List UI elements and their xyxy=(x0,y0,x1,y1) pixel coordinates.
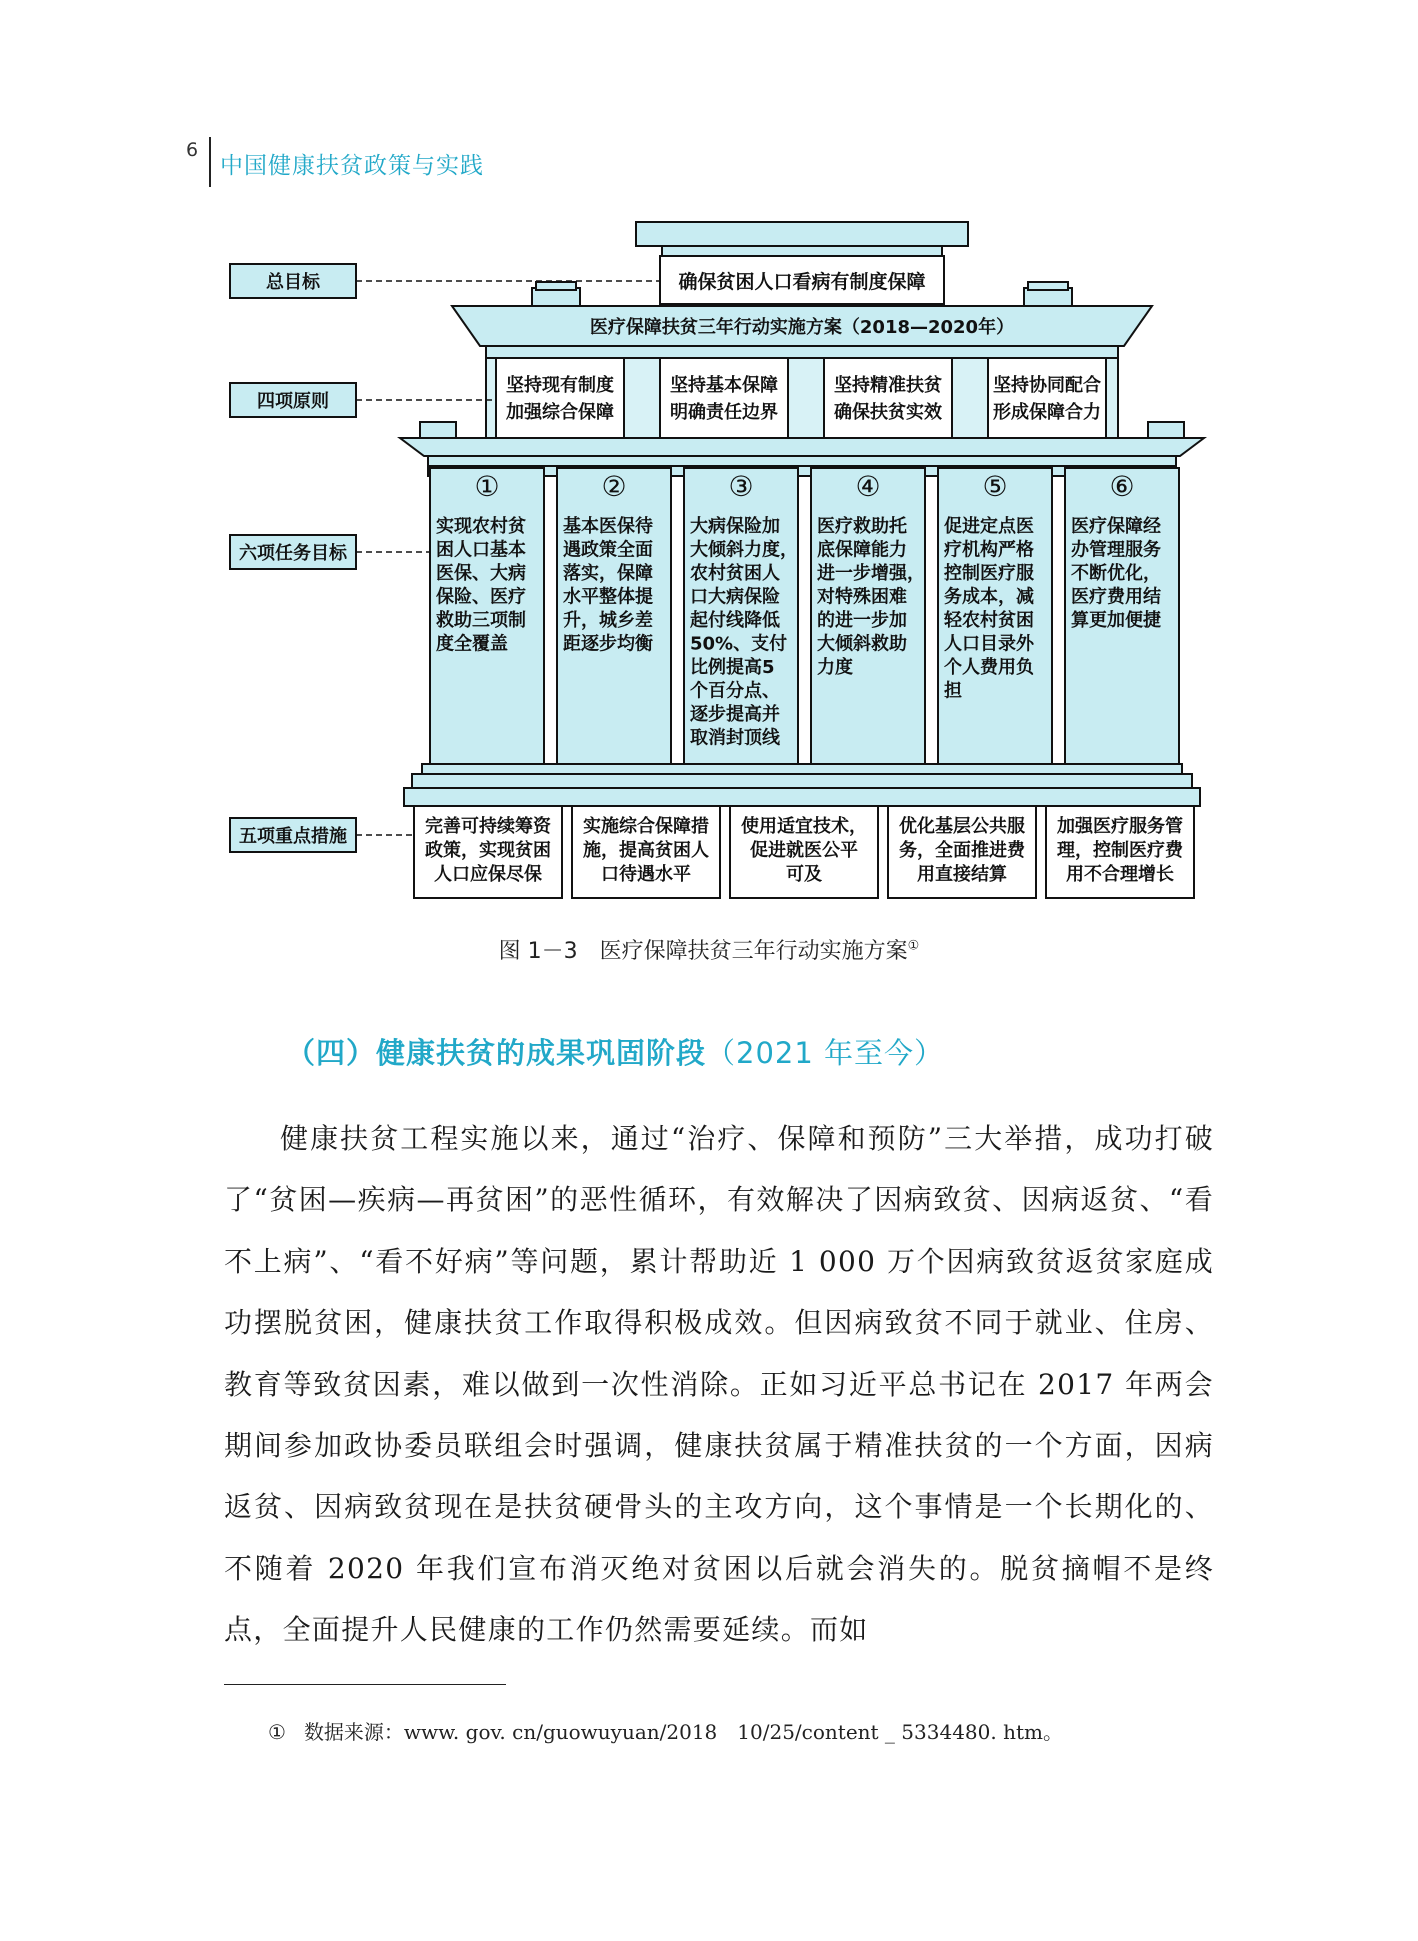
principle-4-line1: 坚持协同配合 xyxy=(993,375,1101,396)
measure-3-line: 促进就医公平 xyxy=(750,840,858,861)
principle-1-line2: 加强综合保障 xyxy=(506,402,614,423)
plan-title: 医疗保障扶贫三年行动实施方案（2018—2020年） xyxy=(589,317,1015,338)
measures-row xyxy=(414,806,1194,898)
label-principles: 四项原则 xyxy=(257,391,329,412)
measure-4-line: 优化基层公共服 xyxy=(899,816,1025,837)
task-5-line: 担 xyxy=(944,680,962,702)
task-5-line: 轻农村贫困 xyxy=(944,610,1034,631)
running-header-title: 中国健康扶贫政策与实践 xyxy=(220,153,484,179)
task-2-line: 距逐步均衡 xyxy=(563,633,653,655)
principle-2-line1: 坚持基本保障 xyxy=(670,375,778,396)
task-3-line: 逐步提高并 xyxy=(690,704,780,725)
task-4-line: 医疗救助托 xyxy=(817,516,907,537)
task-6-line: 算更加便捷 xyxy=(1071,610,1161,631)
task-2-line: 落实，保障 xyxy=(563,563,653,584)
section-title: （四）健康扶贫的成果巩固阶段 xyxy=(286,1036,707,1070)
task-1-line: 救助三项制 xyxy=(436,610,526,631)
principle-2-line2: 明确责任边界 xyxy=(670,402,778,423)
measure-1-line: 政策，实现贫困 xyxy=(425,840,551,861)
task-6-line: 办管理服务 xyxy=(1071,539,1161,561)
task-4-number: ④ xyxy=(855,470,881,503)
task-3-number: ③ xyxy=(728,470,754,503)
section-heading xyxy=(286,1031,944,1072)
page-number: 6 xyxy=(186,139,199,161)
measure-5-line: 理，控制医疗费 xyxy=(1057,840,1183,861)
principle-4 xyxy=(988,358,1106,438)
task-3-line: 比例提高5 xyxy=(690,657,775,678)
footnote-mark: ① xyxy=(268,1720,286,1744)
task-5-line: 务成本，减 xyxy=(944,586,1034,608)
figure-caption xyxy=(0,934,1418,965)
task-2-line: 升，城乡差 xyxy=(563,610,653,631)
measure-2-line: 口待遇水平 xyxy=(601,864,691,885)
principles-row xyxy=(486,358,1118,438)
task-1-line: 困人口基本 xyxy=(436,539,526,561)
task-3-line: 取消封顶线 xyxy=(690,727,780,749)
task-1-line: 实现农村贫 xyxy=(436,516,526,537)
measure-texts xyxy=(425,815,1184,885)
measure-4-line: 务，全面推进费 xyxy=(899,840,1025,861)
task-3-line: 起付线降低 xyxy=(690,610,780,631)
figure-caption-text: 图 1－3 医疗保障扶贫三年行动实施方案 xyxy=(498,939,908,964)
pillars-row xyxy=(404,466,1200,806)
measure-3-line: 使用适宜技术， xyxy=(741,816,867,837)
task-3-line: 大倾斜力度， xyxy=(690,539,798,561)
measure-1-line: 完善可持续筹资 xyxy=(425,816,551,837)
measure-2-line: 实施综合保障措 xyxy=(583,816,709,837)
task-3-line: 50%、支付 xyxy=(690,633,788,655)
principle-1-line1: 坚持现有制度 xyxy=(506,375,614,396)
task-4-line: 进一步增强， xyxy=(817,563,925,584)
task-5-line: 促进定点医 xyxy=(944,516,1034,537)
task-5-line: 控制医疗服 xyxy=(944,563,1034,584)
task-2-number: ② xyxy=(601,470,627,503)
task-4-line: 力度 xyxy=(817,657,853,678)
task-2-line: 遇政策全面 xyxy=(563,539,653,561)
plan-roof xyxy=(452,306,1152,358)
task-6-line: 医疗费用结 xyxy=(1071,586,1161,608)
footnote-divider xyxy=(224,1684,506,1685)
figure-caption-note-mark: ① xyxy=(907,938,920,954)
task-4-line: 对特殊困难 xyxy=(817,586,907,608)
label-tasks: 六项任务目标 xyxy=(239,543,347,564)
task-3-line: 大病保险加 xyxy=(690,516,780,537)
principle-1 xyxy=(496,358,624,438)
task-4-line: 底保障能力 xyxy=(817,539,907,561)
task-3-line: 个百分点、 xyxy=(690,680,780,702)
task-3-line: 农村贫困人 xyxy=(690,563,780,584)
principle-3-line2: 确保扶贫实效 xyxy=(834,402,942,423)
measure-5-line: 用不合理增长 xyxy=(1066,864,1174,885)
task-5-line: 人口目录外 xyxy=(944,633,1034,655)
task-5-number: ⑤ xyxy=(982,470,1008,503)
task-1-line: 度全覆盖 xyxy=(436,633,508,655)
task-3-line: 口大病保险 xyxy=(690,586,780,608)
measure-1-line: 人口应保尽保 xyxy=(434,864,542,885)
policy-structure-diagram xyxy=(0,0,1418,920)
goal-text: 确保贫困人口看病有制度保障 xyxy=(678,271,926,293)
task-1-line: 保险、医疗 xyxy=(436,586,526,608)
principle-4-line2: 形成保障合力 xyxy=(993,402,1101,423)
task-6-number: ⑥ xyxy=(1109,470,1135,503)
task-1-line: 医保、大病 xyxy=(436,563,526,584)
body-paragraph: 健康扶贫工程实施以来，通过“治疗、保障和预防”三大举措，成功打破了“贫困—疾病—再贫困”的恶性循环，有效解决了因病致贫、因病返贫、“看不上病”、“看不好病”等问题，累计帮助近 1 000 万个因病致贫返贫家庭成功摆脱贫困，健康扶贫工作取得积极成效。但因病致贫不同于就业、住房、教育等致贫因素，难以做到一次性消除。正如习近平总书记在 2017 年两会期间参加政协委员联组会时强调，健康扶贫属于精准扶贫的一个方面，因病返贫、因病致贫现在是扶贫硬骨头的主攻方向，这个事情是一个长期化的、不随着 2020 年我们宣布消灭绝对贫困以后就会消失的。脱贫摘帽不是终点，全面提升人民健康的工作仍然需要延续。而如 xyxy=(224,1122,1214,1647)
measure-2-line: 施，提高贫困人 xyxy=(583,840,709,861)
task-6-line: 不断优化， xyxy=(1071,563,1161,584)
footnote xyxy=(268,1716,1063,1745)
footnote-text: 数据来源：www. gov. cn/guowuyuan/2018 10/25/content _ 5334480. htm。 xyxy=(303,1720,1063,1744)
principle-3 xyxy=(824,358,952,438)
measure-4-line: 用直接结算 xyxy=(917,864,1007,885)
principle-2 xyxy=(660,358,788,438)
measure-5-line: 加强医疗服务管 xyxy=(1057,816,1183,837)
task-6-line: 医疗保障经 xyxy=(1071,516,1161,537)
section-years: （2021 年至今） xyxy=(706,1036,945,1070)
task-5-line: 疗机构严格 xyxy=(944,539,1034,561)
task-2-line: 水平整体提 xyxy=(563,586,653,608)
measure-3-line: 可及 xyxy=(786,864,822,885)
task-1-number: ① xyxy=(474,470,500,503)
label-measures: 五项重点措施 xyxy=(239,826,347,847)
task-4-line: 的进一步加 xyxy=(817,610,907,631)
principle-3-line1: 坚持精准扶贫 xyxy=(834,375,942,396)
task-4-line: 大倾斜救助 xyxy=(817,633,907,655)
label-goal: 总目标 xyxy=(266,272,320,293)
task-2-line: 基本医保待 xyxy=(563,516,653,537)
roof-top xyxy=(636,222,968,304)
task-5-line: 个人费用负 xyxy=(944,657,1034,678)
